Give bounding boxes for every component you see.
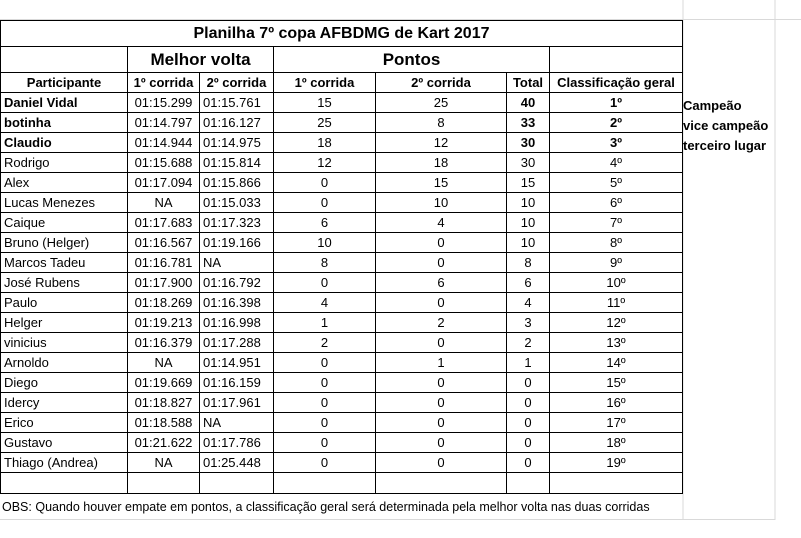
table-row bbox=[1, 413, 683, 433]
table-row bbox=[1, 433, 683, 453]
cell-participant[interactable]: Marcos Tadeu bbox=[1, 253, 128, 273]
cell-points2[interactable]: 1 bbox=[376, 353, 507, 373]
cell-participant[interactable]: vinicius bbox=[1, 333, 128, 353]
column-header-lap1[interactable]: 1º corrida bbox=[128, 73, 200, 93]
cell-points1[interactable]: 0 bbox=[274, 173, 376, 193]
column-header-points2[interactable]: 2º corrida bbox=[376, 73, 507, 93]
cell-ranking[interactable]: 11º bbox=[550, 293, 683, 313]
cell-total[interactable]: 30 bbox=[507, 153, 550, 173]
column-header-points1[interactable]: 1º corrida bbox=[274, 73, 376, 93]
cell-ranking[interactable]: 18º bbox=[550, 433, 683, 453]
cell-lap2[interactable]: 01:25.448 bbox=[200, 453, 274, 473]
cell-lap1[interactable]: NA bbox=[128, 353, 200, 373]
table-row bbox=[1, 173, 683, 193]
empty-header-cell[interactable] bbox=[1, 47, 128, 73]
cell-total[interactable]: 0 bbox=[507, 373, 550, 393]
cell-ranking[interactable]: 5º bbox=[550, 173, 683, 193]
cell-points2[interactable]: 12 bbox=[376, 133, 507, 153]
cell-lap1[interactable]: 01:16.781 bbox=[128, 253, 200, 273]
cell-lap1[interactable]: 01:19.213 bbox=[128, 313, 200, 333]
table-row bbox=[1, 393, 683, 413]
cell-points2[interactable]: 4 bbox=[376, 213, 507, 233]
column-header-ranking[interactable]: Classificação geral bbox=[550, 73, 683, 93]
cell-participant[interactable]: Paulo bbox=[1, 293, 128, 313]
cell-ranking[interactable]: 17º bbox=[550, 413, 683, 433]
table-row bbox=[1, 353, 683, 373]
cell-points1[interactable]: 0 bbox=[274, 193, 376, 213]
podium-note[interactable]: vice campeão bbox=[683, 118, 769, 133]
column-header-participant[interactable]: Participante bbox=[1, 73, 128, 93]
best-lap-header[interactable]: Melhor volta bbox=[128, 47, 274, 73]
cell-ranking[interactable]: 6º bbox=[550, 193, 683, 213]
cell-lap2[interactable]: 01:17.786 bbox=[200, 433, 274, 453]
cell-total[interactable]: 33 bbox=[507, 113, 550, 133]
cell-ranking[interactable]: 14º bbox=[550, 353, 683, 373]
cell-participant[interactable]: Diego bbox=[1, 373, 128, 393]
cell-participant[interactable]: Alex bbox=[1, 173, 128, 193]
cell-lap1[interactable]: 01:18.269 bbox=[128, 293, 200, 313]
cell-points2[interactable]: 0 bbox=[376, 293, 507, 313]
cell-lap1[interactable]: 01:16.567 bbox=[128, 233, 200, 253]
cell-lap2[interactable]: 01:16.159 bbox=[200, 373, 274, 393]
cell-lap2[interactable]: 01:15.814 bbox=[200, 153, 274, 173]
table-row bbox=[1, 293, 683, 313]
cell-lap1[interactable]: 01:14.944 bbox=[128, 133, 200, 153]
observation-note[interactable]: OBS: Quando houver empate em pontos, a classificação geral será determinada pela melhor volta nas duas corridas bbox=[2, 500, 650, 514]
cell-points2[interactable]: 0 bbox=[376, 333, 507, 353]
cell-points1[interactable]: 0 bbox=[274, 393, 376, 413]
cell-lap2[interactable]: NA bbox=[200, 413, 274, 433]
cell-lap1[interactable]: 01:15.299 bbox=[128, 93, 200, 113]
cell-points2[interactable]: 0 bbox=[376, 433, 507, 453]
cell-lap2[interactable]: 01:15.033 bbox=[200, 193, 274, 213]
table-row bbox=[1, 453, 683, 473]
cell-lap2[interactable]: 01:14.951 bbox=[200, 353, 274, 373]
empty-cell[interactable] bbox=[274, 473, 376, 494]
cell-lap2[interactable]: 01:14.975 bbox=[200, 133, 274, 153]
table-row bbox=[1, 153, 683, 173]
cell-lap2[interactable]: 01:17.323 bbox=[200, 213, 274, 233]
cell-participant[interactable]: botinha bbox=[1, 113, 128, 133]
cell-participant[interactable]: Caique bbox=[1, 213, 128, 233]
cell-lap2[interactable]: 01:17.288 bbox=[200, 333, 274, 353]
cell-points1[interactable]: 2 bbox=[274, 333, 376, 353]
empty-row bbox=[1, 473, 683, 494]
cell-participant[interactable]: Claudio bbox=[1, 133, 128, 153]
cell-participant[interactable]: Lucas Menezes bbox=[1, 193, 128, 213]
cell-points1[interactable]: 1 bbox=[274, 313, 376, 333]
cell-participant[interactable]: Arnoldo bbox=[1, 353, 128, 373]
cell-lap1[interactable]: NA bbox=[128, 453, 200, 473]
cell-points2[interactable]: 0 bbox=[376, 233, 507, 253]
cell-lap2[interactable]: 01:15.761 bbox=[200, 93, 274, 113]
table-row bbox=[1, 113, 683, 133]
cell-total[interactable]: 40 bbox=[507, 93, 550, 113]
cell-points2[interactable]: 0 bbox=[376, 453, 507, 473]
cell-points2[interactable]: 0 bbox=[376, 413, 507, 433]
empty-header-cell[interactable] bbox=[550, 47, 683, 73]
cell-lap1[interactable]: 01:17.900 bbox=[128, 273, 200, 293]
cell-total[interactable]: 10 bbox=[507, 233, 550, 253]
cell-points1[interactable]: 0 bbox=[274, 373, 376, 393]
cell-total[interactable]: 30 bbox=[507, 133, 550, 153]
cell-points2[interactable]: 10 bbox=[376, 193, 507, 213]
cell-lap1[interactable]: 01:16.379 bbox=[128, 333, 200, 353]
cell-points2[interactable]: 6 bbox=[376, 273, 507, 293]
cell-ranking[interactable]: 15º bbox=[550, 373, 683, 393]
cell-points1[interactable]: 25 bbox=[274, 113, 376, 133]
cell-lap2[interactable]: 01:16.998 bbox=[200, 313, 274, 333]
cell-lap1[interactable]: NA bbox=[128, 193, 200, 213]
cell-ranking[interactable]: 16º bbox=[550, 393, 683, 413]
cell-points2[interactable]: 2 bbox=[376, 313, 507, 333]
empty-cell[interactable] bbox=[507, 473, 550, 494]
cell-points1[interactable]: 0 bbox=[274, 273, 376, 293]
cell-points1[interactable]: 8 bbox=[274, 253, 376, 273]
table-row bbox=[1, 253, 683, 273]
podium-note[interactable]: Campeão bbox=[683, 98, 742, 113]
cell-ranking[interactable]: 9º bbox=[550, 253, 683, 273]
cell-lap2[interactable]: 01:16.398 bbox=[200, 293, 274, 313]
cell-lap2[interactable]: NA bbox=[200, 253, 274, 273]
cell-ranking[interactable]: 12º bbox=[550, 313, 683, 333]
cell-participant[interactable]: Thiago (Andrea) bbox=[1, 453, 128, 473]
cell-participant[interactable]: Daniel Vidal bbox=[1, 93, 128, 113]
cell-lap1[interactable]: 01:17.094 bbox=[128, 173, 200, 193]
cell-lap1[interactable]: 01:14.797 bbox=[128, 113, 200, 133]
sheet-title[interactable]: Planilha 7º copa AFBDMG de Kart 2017 bbox=[1, 21, 683, 47]
cell-points1[interactable]: 18 bbox=[274, 133, 376, 153]
cell-total[interactable]: 10 bbox=[507, 193, 550, 213]
table-row bbox=[1, 93, 683, 113]
cell-total[interactable]: 0 bbox=[507, 433, 550, 453]
cell-lap2[interactable]: 01:15.866 bbox=[200, 173, 274, 193]
empty-cell[interactable] bbox=[376, 473, 507, 494]
cell-points1[interactable]: 6 bbox=[274, 213, 376, 233]
cell-participant[interactable]: Gustavo bbox=[1, 433, 128, 453]
table-row bbox=[1, 133, 683, 153]
column-header-total[interactable]: Total bbox=[507, 73, 550, 93]
podium-note[interactable]: terceiro lugar bbox=[683, 138, 767, 153]
empty-cell[interactable] bbox=[1, 473, 128, 494]
cell-participant[interactable]: Helger bbox=[1, 313, 128, 333]
cell-points2[interactable]: 0 bbox=[376, 373, 507, 393]
cell-participant[interactable]: Rodrigo bbox=[1, 153, 128, 173]
cell-points2[interactable]: 8 bbox=[376, 113, 507, 133]
cell-points1[interactable]: 4 bbox=[274, 293, 376, 313]
cell-points1[interactable]: 0 bbox=[274, 453, 376, 473]
cell-total[interactable]: 0 bbox=[507, 413, 550, 433]
points-header[interactable]: Pontos bbox=[274, 47, 550, 73]
cell-ranking[interactable]: 1º bbox=[550, 93, 683, 113]
cell-lap1[interactable]: 01:17.683 bbox=[128, 213, 200, 233]
cell-points1[interactable]: 15 bbox=[274, 93, 376, 113]
table-row bbox=[1, 193, 683, 213]
cell-total[interactable]: 1 bbox=[507, 353, 550, 373]
table-row bbox=[1, 273, 683, 293]
cell-points1[interactable]: 12 bbox=[274, 153, 376, 173]
cell-total[interactable]: 3 bbox=[507, 313, 550, 333]
cell-participant[interactable]: Idercy bbox=[1, 393, 128, 413]
cell-total[interactable]: 15 bbox=[507, 173, 550, 193]
cell-ranking[interactable]: 2º bbox=[550, 113, 683, 133]
cell-points2[interactable]: 0 bbox=[376, 393, 507, 413]
cell-points2[interactable]: 0 bbox=[376, 253, 507, 273]
cell-lap1[interactable]: 01:18.827 bbox=[128, 393, 200, 413]
cell-lap2[interactable]: 01:19.166 bbox=[200, 233, 274, 253]
cell-ranking[interactable]: 8º bbox=[550, 233, 683, 253]
cell-total[interactable]: 6 bbox=[507, 273, 550, 293]
cell-ranking[interactable]: 3º bbox=[550, 133, 683, 153]
cell-lap1[interactable]: 01:15.688 bbox=[128, 153, 200, 173]
cell-ranking[interactable]: 13º bbox=[550, 333, 683, 353]
cell-ranking[interactable]: 4º bbox=[550, 153, 683, 173]
cell-points2[interactable]: 15 bbox=[376, 173, 507, 193]
cell-total[interactable]: 0 bbox=[507, 393, 550, 413]
table-row bbox=[1, 333, 683, 353]
cell-total[interactable]: 2 bbox=[507, 333, 550, 353]
cell-total[interactable]: 10 bbox=[507, 213, 550, 233]
cell-total[interactable]: 8 bbox=[507, 253, 550, 273]
empty-cell[interactable] bbox=[550, 473, 683, 494]
table-row bbox=[1, 233, 683, 253]
cell-participant[interactable]: Bruno (Helger) bbox=[1, 233, 128, 253]
cell-ranking[interactable]: 7º bbox=[550, 213, 683, 233]
empty-cell[interactable] bbox=[128, 473, 200, 494]
cell-lap2[interactable]: 01:17.961 bbox=[200, 393, 274, 413]
cell-total[interactable]: 0 bbox=[507, 453, 550, 473]
cell-points2[interactable]: 25 bbox=[376, 93, 507, 113]
cell-points1[interactable]: 10 bbox=[274, 233, 376, 253]
cell-lap1[interactable]: 01:19.669 bbox=[128, 373, 200, 393]
cell-total[interactable]: 4 bbox=[507, 293, 550, 313]
cell-lap2[interactable]: 01:16.792 bbox=[200, 273, 274, 293]
table-row bbox=[1, 373, 683, 393]
cell-lap1[interactable]: 01:21.622 bbox=[128, 433, 200, 453]
cell-ranking[interactable]: 10º bbox=[550, 273, 683, 293]
cell-ranking[interactable]: 19º bbox=[550, 453, 683, 473]
cell-points1[interactable]: 0 bbox=[274, 413, 376, 433]
cell-points2[interactable]: 18 bbox=[376, 153, 507, 173]
table-row bbox=[1, 213, 683, 233]
cell-lap2[interactable]: 01:16.127 bbox=[200, 113, 274, 133]
empty-cell[interactable] bbox=[200, 473, 274, 494]
cell-participant[interactable]: Erico bbox=[1, 413, 128, 433]
kart-results-table bbox=[0, 20, 683, 494]
cell-points1[interactable]: 0 bbox=[274, 433, 376, 453]
cell-lap1[interactable]: 01:18.588 bbox=[128, 413, 200, 433]
cell-points1[interactable]: 0 bbox=[274, 353, 376, 373]
column-header-lap2[interactable]: 2º corrida bbox=[200, 73, 274, 93]
table-row bbox=[1, 313, 683, 333]
cell-participant[interactable]: José Rubens bbox=[1, 273, 128, 293]
